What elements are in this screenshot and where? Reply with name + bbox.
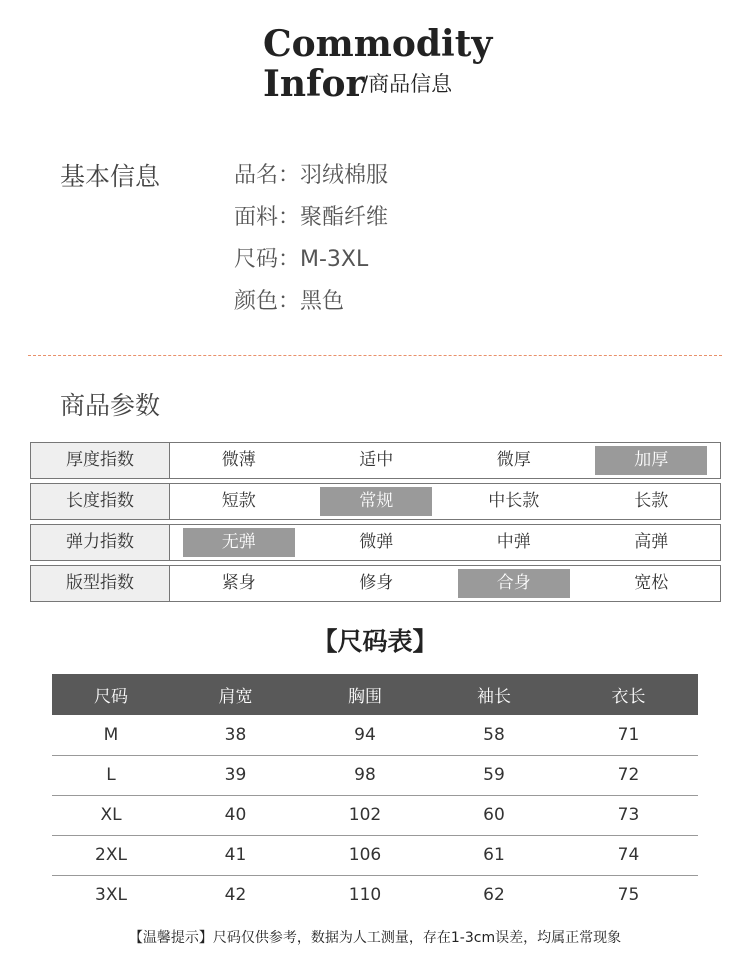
size-chart-cell: L: [52, 755, 170, 795]
params-option: [445, 525, 583, 560]
params-option-selected: [583, 443, 721, 478]
params-row-label: 长度指数: [31, 484, 170, 519]
params-option-label: 无弹: [183, 528, 295, 557]
params-option: [583, 484, 721, 519]
params-option-label: 短款: [221, 491, 256, 511]
params-row-options: [170, 484, 720, 519]
size-chart-cell: 59: [429, 755, 559, 795]
params-option: [308, 525, 446, 560]
params-row-label: 弹力指数: [31, 525, 170, 560]
params-row-label: 版型指数: [31, 566, 170, 601]
params-option-label: 适中: [359, 450, 394, 470]
size-chart-row: [52, 835, 698, 875]
size-chart-cell: 75: [617, 885, 640, 906]
params-option-label: 常规: [320, 487, 432, 516]
size-chart-cell: 94: [301, 715, 429, 755]
params-row-options: [170, 525, 720, 560]
params-option: [308, 566, 446, 601]
size-chart-cell: 61: [429, 835, 559, 875]
params-option-label: 紧身: [221, 573, 256, 593]
params-option: [170, 484, 308, 519]
params-row-options: [170, 566, 720, 601]
params-option: [170, 566, 308, 601]
params-option: [170, 443, 308, 478]
size-chart-cell: M: [52, 715, 170, 755]
size-chart-cell: 39: [170, 755, 301, 795]
basic-info-size: 尺码：M-3XL: [234, 247, 369, 272]
basic-info-list: [234, 158, 388, 326]
section-divider: [28, 355, 722, 356]
params-row-label: 厚度指数: [31, 443, 170, 478]
params-option-selected: [445, 566, 583, 601]
page-header: [263, 22, 523, 112]
params-table: [30, 442, 721, 606]
params-option: [583, 566, 721, 601]
params-option-label: 宽松: [634, 573, 669, 593]
params-option-label: 微薄: [221, 450, 256, 470]
size-note: 【温馨提示】尺码仅供参考，数据为人工测量，存在1-3cm误差，均属正常现象: [128, 930, 622, 946]
size-chart-row: [52, 875, 698, 915]
params-option-label: 修身: [359, 573, 394, 593]
header-title-cn: /商品信息: [361, 72, 453, 96]
params-option-label: 微厚: [496, 450, 531, 470]
basic-info-fabric: 面料：聚酯纤维: [234, 205, 389, 230]
params-option-label: 高弹: [634, 532, 669, 552]
size-chart-cell: 3XL: [95, 885, 127, 906]
size-chart-table: [52, 674, 698, 915]
params-option: [308, 443, 446, 478]
size-chart-cell: 60: [429, 795, 559, 835]
params-option: [445, 484, 583, 519]
params-option-label: 中长款: [488, 491, 540, 511]
size-chart-row: [52, 755, 698, 795]
size-chart-header: 袖长: [429, 674, 559, 715]
params-option-selected: [170, 525, 308, 560]
size-chart-row: [52, 715, 698, 755]
size-chart-cell: 71: [559, 715, 698, 755]
params-option-label: 加厚: [595, 446, 707, 475]
size-chart-header: 衣长: [559, 674, 698, 715]
size-chart-cell: 41: [170, 835, 301, 875]
size-chart-row: [52, 795, 698, 835]
basic-info-name: 品名：羽绒棉服: [234, 163, 389, 188]
params-option-label: 合身: [458, 569, 570, 598]
size-chart-cell: 72: [559, 755, 698, 795]
params-option-selected: [308, 484, 446, 519]
params-option-label: 长款: [634, 491, 669, 511]
size-chart-cell: 110: [348, 885, 382, 906]
params-option-label: 微弹: [359, 532, 394, 552]
size-chart-cell: 2XL: [52, 835, 170, 875]
basic-info-color: 颜色：黑色: [234, 289, 345, 314]
params-row: [30, 442, 721, 479]
params-option: [583, 525, 721, 560]
size-chart-header-row: [52, 674, 698, 715]
size-chart-cell: 38: [170, 715, 301, 755]
params-row: [30, 524, 721, 561]
params-row: [30, 565, 721, 602]
params-row: [30, 483, 721, 520]
size-chart-cell: 42: [224, 885, 247, 906]
params-option: [445, 443, 583, 478]
size-chart-cell: 74: [559, 835, 698, 875]
size-chart-header: 胸围: [301, 674, 429, 715]
size-chart-title: 【尺码表】: [312, 627, 438, 656]
params-row-options: [170, 443, 720, 478]
size-chart-header: 尺码: [52, 674, 170, 715]
params-title: 商品参数: [60, 391, 161, 420]
size-chart-cell: 58: [429, 715, 559, 755]
size-chart-cell: 98: [301, 755, 429, 795]
params-option-label: 中弹: [496, 532, 531, 552]
size-chart-cell: 62: [483, 885, 505, 906]
header-title-line2: Infor: [263, 63, 365, 105]
size-chart-cell: 106: [301, 835, 429, 875]
header-title-line1: Commodity: [263, 23, 493, 65]
size-chart-cell: 102: [301, 795, 429, 835]
size-chart-cell: 73: [559, 795, 698, 835]
size-chart-cell: 40: [170, 795, 301, 835]
size-chart-header: 肩宽: [170, 674, 301, 715]
size-chart-cell: XL: [52, 795, 170, 835]
basic-info-title: 基本信息: [60, 162, 161, 191]
